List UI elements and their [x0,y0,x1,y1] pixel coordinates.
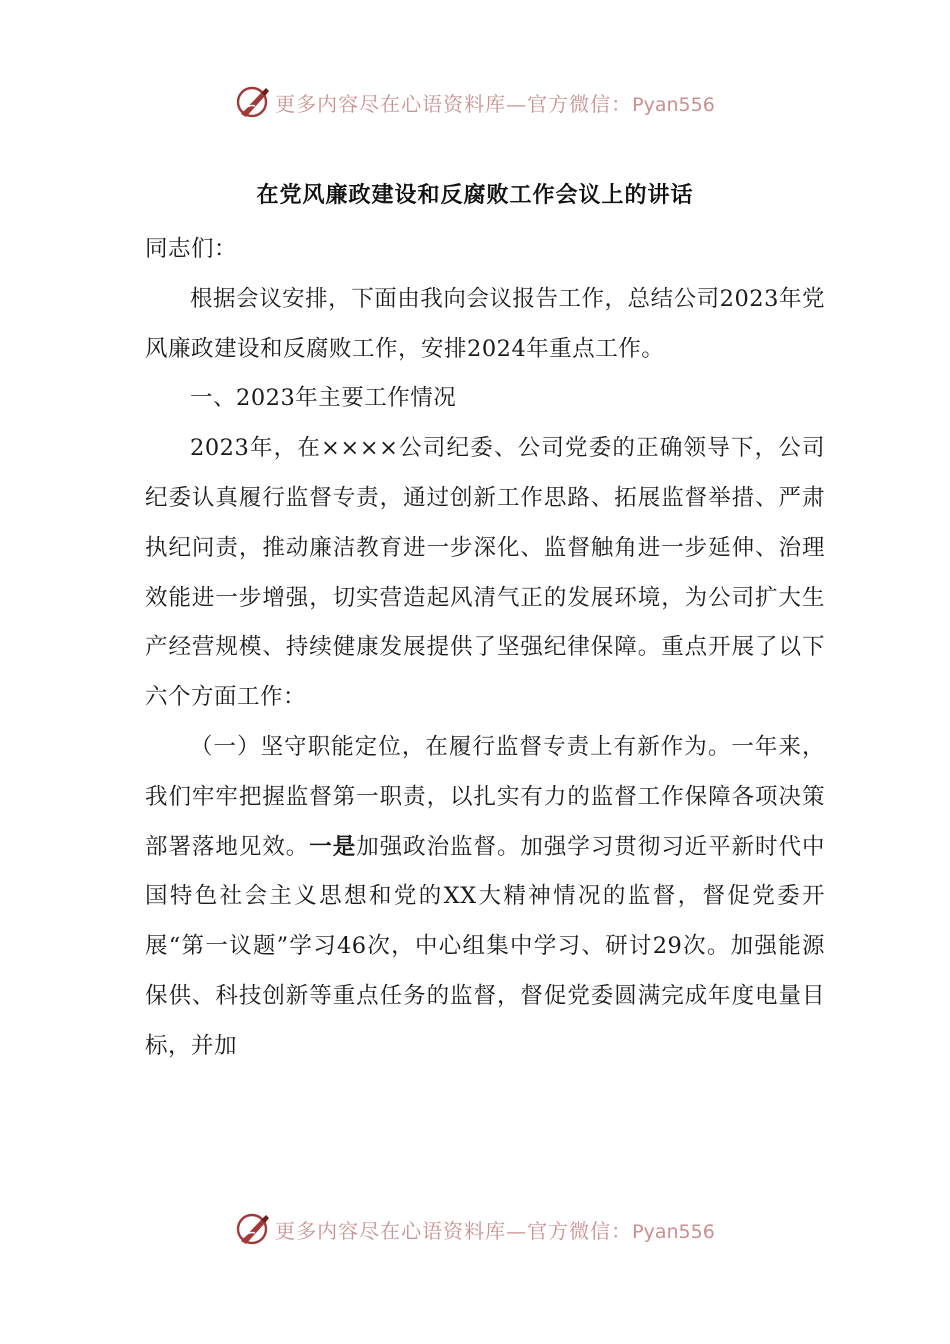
watermark-wechat-id: Pyan556 [632,93,715,116]
document-title: 在党风廉政建设和反腐败工作会议上的讲话 [256,182,694,208]
paragraph-section-1-lead: （一）坚守职能定位，在履行监督专责上有新作为。一年来，我们牢牢把握监督第一职责，以扎实有力的监督工作保障各项决策部署落地见效。 [145,733,825,860]
watermark-banner-bottom [0,1207,950,1251]
pen-logo-icon [235,84,271,120]
watermark-label: 更多内容尽在心语资料库—官方微信： [275,91,633,116]
watermark-banner-top [0,80,950,124]
salutation: 同志们： [145,236,238,262]
watermark-text [275,1215,715,1244]
watermark-text [275,88,715,117]
emphasis-first: 一是 [309,833,357,860]
watermark-label: 更多内容尽在心语资料库—官方微信： [275,1218,633,1243]
document-body [145,225,825,1072]
paragraph-summary: 2023年，在××××公司纪委、公司党委的正确领导下，公司纪委认真履行监督专责，通过创新工作思路、拓展监督举措、严肃执纪问责，推动廉洁教育进一步深化、监督触角进一步延伸、治理效能进一步增强，切实营造起风清气正的发展环境，为公司扩大生产经营规模、持续健康发展提供了坚强纪律保障。重点开展了以下六个方面工作： [145,435,825,711]
paragraph-intro: 根据会议安排，下面由我向会议报告工作，总结公司2023年党风廉政建设和反腐败工作，安排2024年重点工作。 [145,285,825,362]
section-heading: 一、2023年主要工作情况 [190,385,457,412]
pen-logo-icon [235,1211,271,1247]
paragraph-section-1 [145,723,825,1072]
watermark-wechat-id: Pyan556 [632,1220,715,1243]
paragraph-section-1-rest: 加强政治监督。加强学习贯彻习近平新时代中国特色社会主义思想和党的XX大精神情况的监督，督促党委开展“第一议题”学习46次，中心组集中学习、研讨29次。加强能源保供、科技创新等重点任务的监督，督促党委圆满完成年度电量目标，并加 [145,833,825,1059]
